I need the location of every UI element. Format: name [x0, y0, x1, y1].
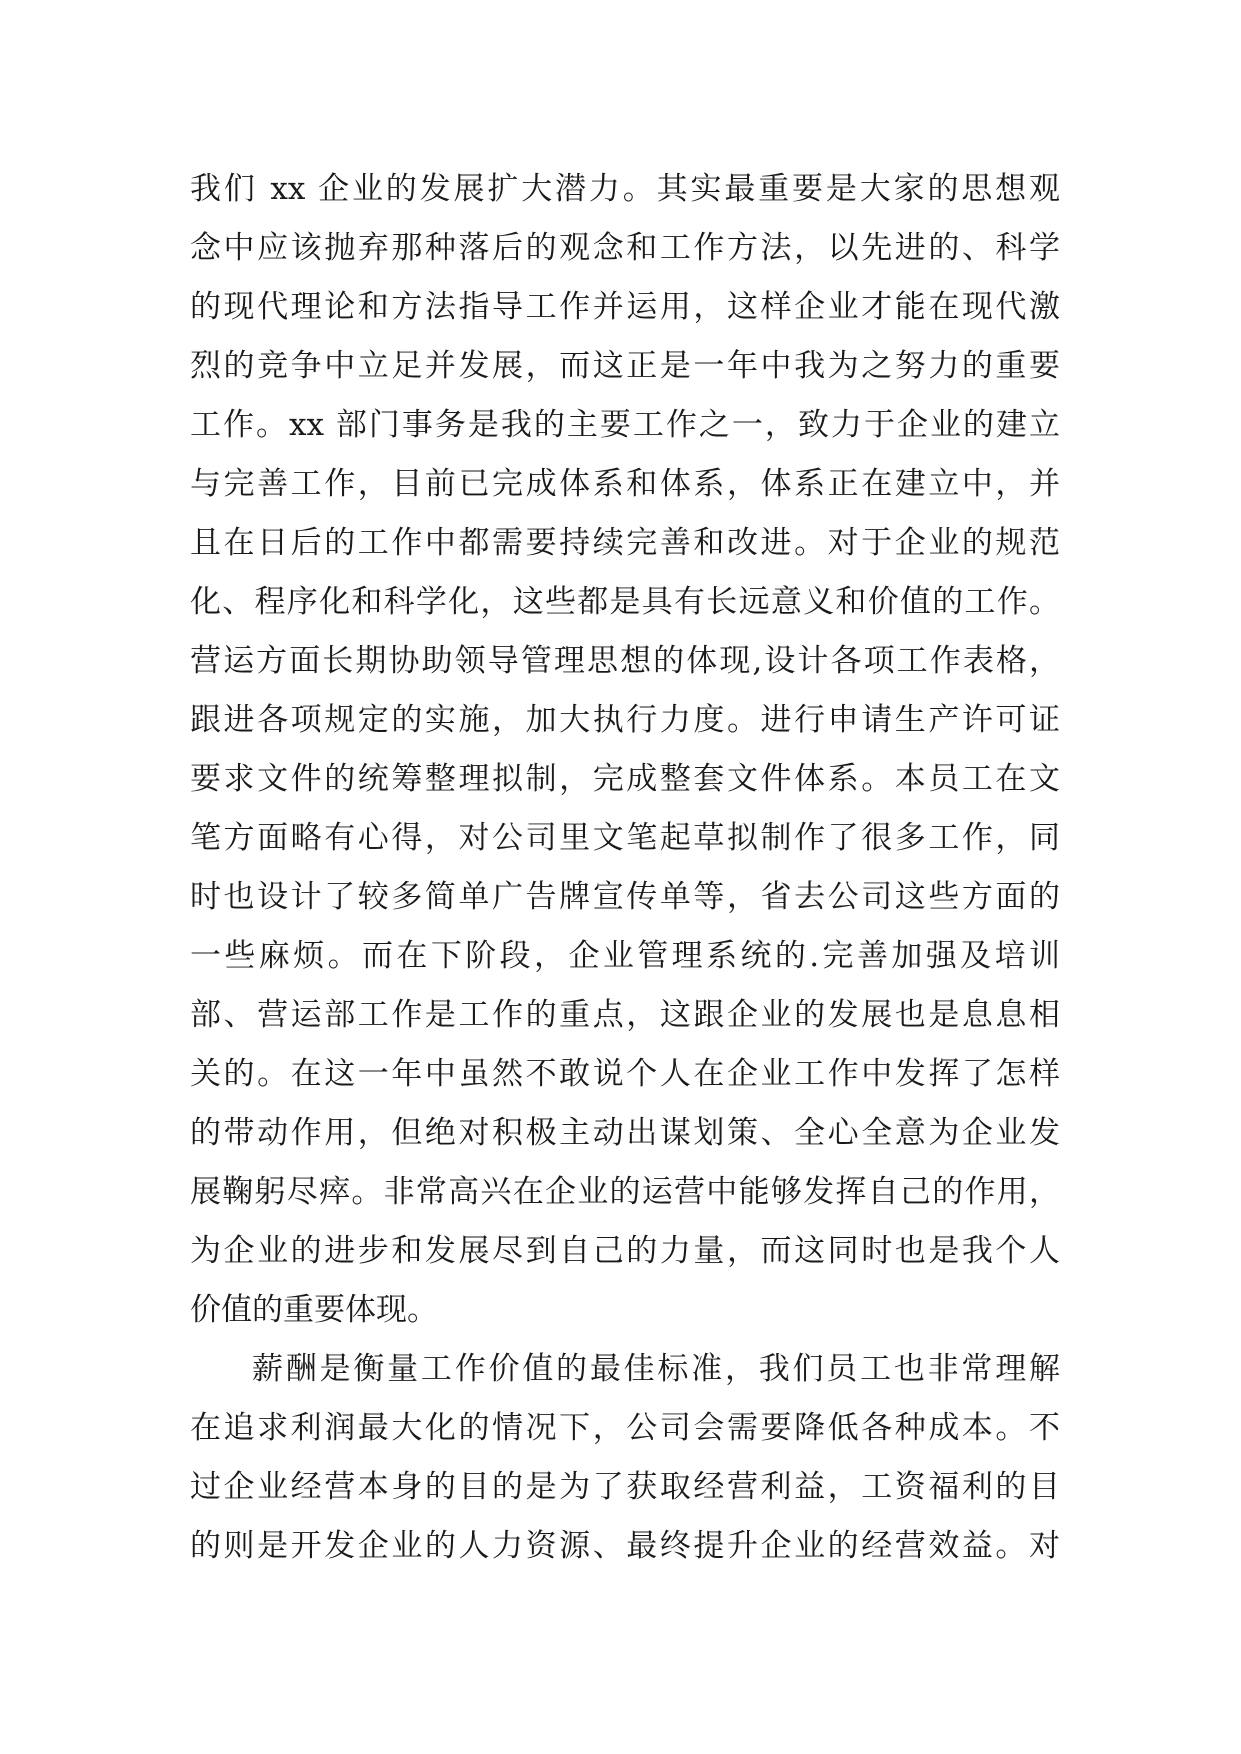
text-line: 念中应该抛弃那种落后的观念和工作方法，以先进的、科学 — [190, 230, 1060, 266]
text-line: 的带动作用，但绝对积极主动出谋划策、全心全意为企业发 — [190, 1115, 1060, 1151]
text-line: 笔方面略有心得，对公司里文笔起草拟制作了很多工作，同 — [190, 820, 1060, 856]
text-line: 关的。在这一年中虽然不敢说个人在企业工作中发挥了怎样 — [190, 1056, 1060, 1092]
text-line: 展鞠躬尽瘁。非常高兴在企业的运营中能够发挥自己的作用， — [190, 1174, 1060, 1210]
text-line: 价值的重要体现。 — [190, 1292, 438, 1328]
text-line: 营运方面长期协助领导管理思想的体现,设计各项工作表格， — [190, 643, 1060, 679]
text-line: 跟进各项规定的实施，加大执行力度。进行申请生产许可证 — [190, 702, 1060, 738]
text-line: 的现代理论和方法指导工作并运用，这样企业才能在现代激 — [190, 289, 1060, 325]
text-line: 且在日后的工作中都需要持续完善和改进。对于企业的规范 — [190, 525, 1060, 561]
text-line: 要求文件的统筹整理拟制，完成整套文件体系。本员工在文 — [190, 761, 1060, 797]
paragraph-1 — [190, 160, 1060, 1340]
text-line: 为企业的进步和发展尽到自己的力量，而这同时也是我个人 — [190, 1233, 1060, 1269]
text-line: 时也设计了较多简单广告牌宣传单等，省去公司这些方面的 — [190, 879, 1060, 915]
text-line: 过企业经营本身的目的是为了获取经营利益，工资福利的目 — [190, 1469, 1060, 1505]
text-line: 与完善工作，目前已完成体系和体系，体系正在建立中，并 — [190, 466, 1060, 502]
text-line: 化、程序化和科学化，这些都是具有长远意义和价值的工作。 — [190, 584, 1060, 620]
paragraph-2 — [190, 1340, 1060, 1576]
text-line: 烈的竞争中立足并发展，而这正是一年中我为之努力的重要 — [190, 348, 1060, 384]
text-line: 薪酬是衡量工作价值的最佳标准，我们员工也非常理解 — [252, 1351, 1060, 1387]
text-line: 部、营运部工作是工作的重点，这跟企业的发展也是息息相 — [190, 997, 1060, 1033]
text-line: 我们 xx 企业的发展扩大潜力。其实最重要是大家的思想观 — [190, 171, 1060, 207]
text-line: 在追求利润最大化的情况下，公司会需要降低各种成本。不 — [190, 1410, 1060, 1446]
document-body — [190, 160, 1060, 1576]
text-line: 一些麻烦。而在下阶段，企业管理系统的.完善加强及培训 — [190, 938, 1060, 974]
text-line: 工作。xx 部门事务是我的主要工作之一，致力于企业的建立 — [190, 407, 1060, 443]
text-line: 的则是开发企业的人力资源、最终提升企业的经营效益。对 — [190, 1528, 1060, 1564]
